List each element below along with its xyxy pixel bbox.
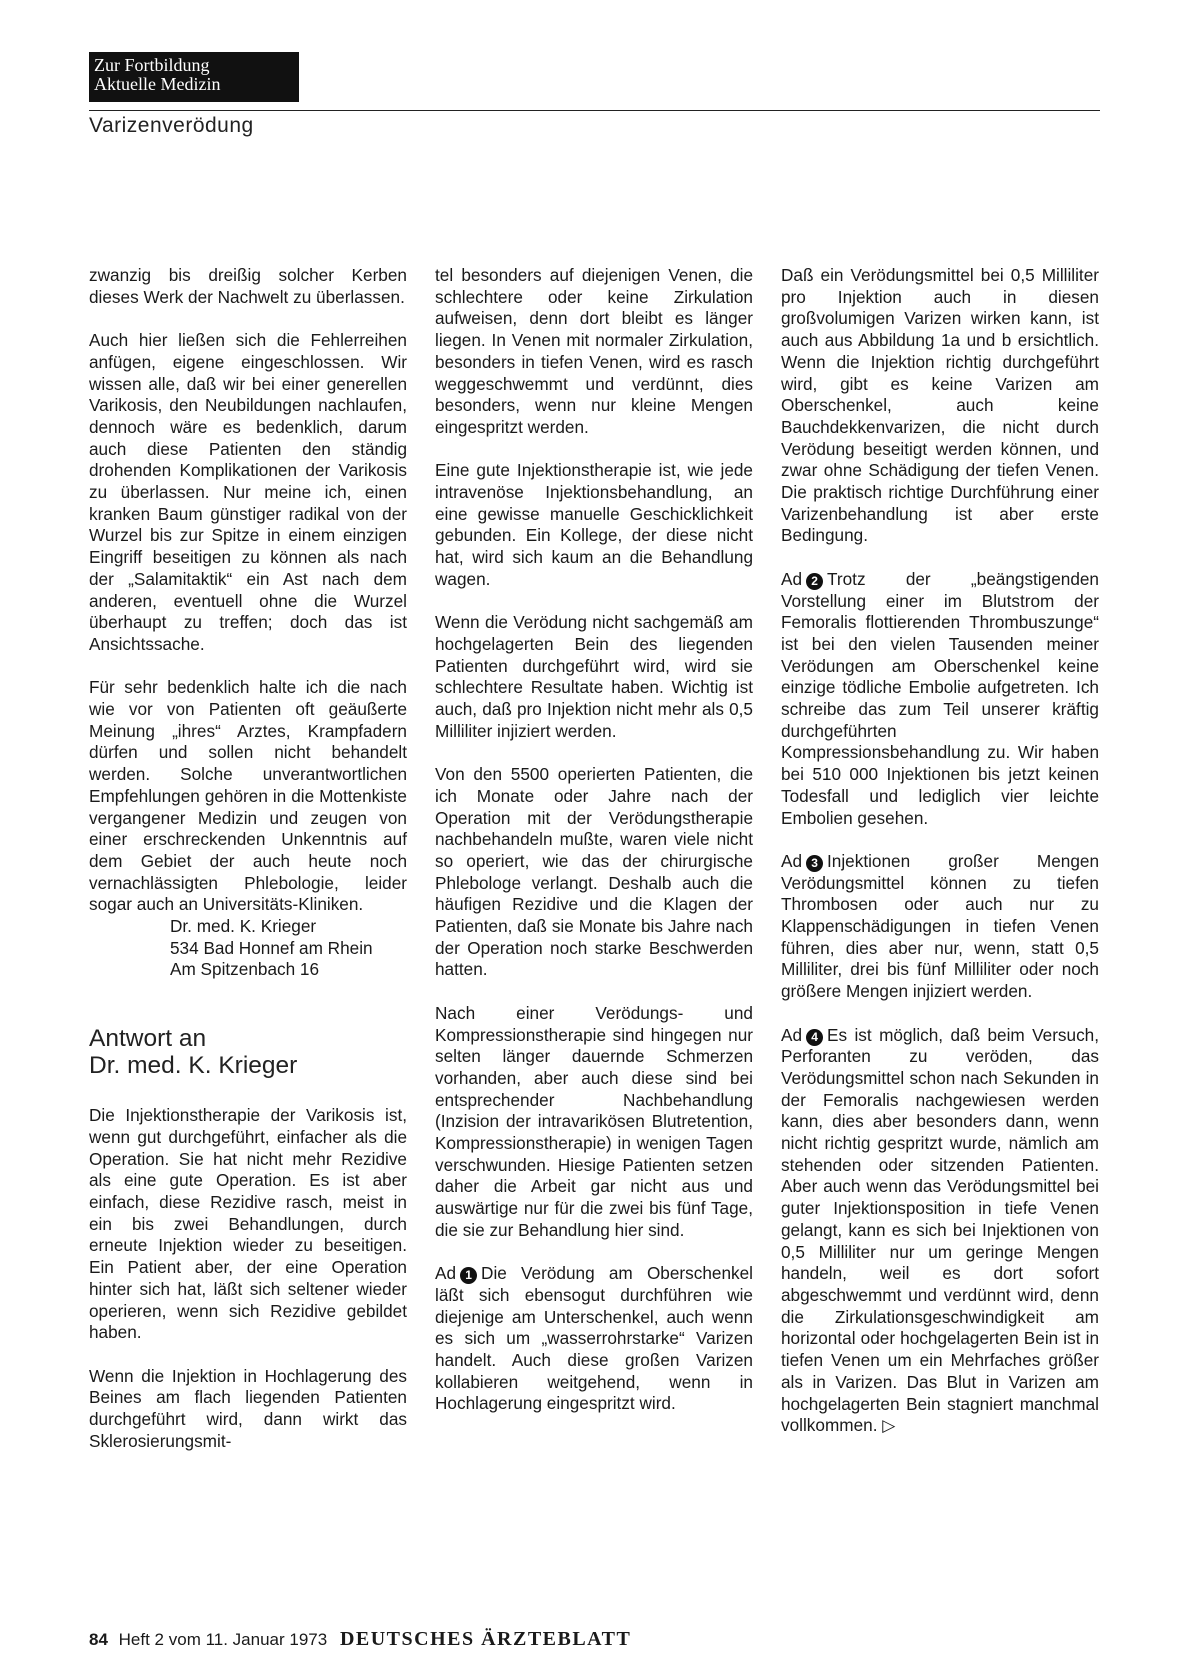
paragraph-ad-1 (435, 1263, 753, 1415)
signature-name: Dr. med. K. Krieger (170, 916, 317, 937)
paragraph: Von den 5500 operierten Patienten, die ich Monate oder Jahre nach der Operation mit der Verödungstherapie nachbehandeln mußte, waren viele nicht so operiert, wie das der chirurgische Phlebologe verlangt. Deshalb auch die häufigen Rezidive und die Klagen der Patienten, daß sie Monate bis Jahre nach der Operation noch starke Beschwerden hatten. (435, 764, 753, 980)
page-footer (89, 1628, 631, 1651)
ad-label: Ad (781, 1024, 803, 1045)
issue-info: Heft 2 vom 11. Januar 1973 (118, 1630, 328, 1649)
reply-heading-line-1: Antwort an (89, 1025, 207, 1053)
number-3-circle-icon: 3 (806, 855, 823, 872)
reply-heading (89, 1025, 407, 1079)
paragraph: Wenn die Injektion in Hochlagerung des Beines am flach liegenden Patienten durchgeführt wird, dann wirkt das Sklerosierungsmit- (89, 1365, 407, 1451)
ad-label: Ad (781, 568, 803, 589)
magazine-title: DEUTSCHES ÄRZTEBLATT (339, 1628, 632, 1650)
paragraph: Auch hier ließen sich die Fehlerreihen anfügen, eigene eingeschlossen. Wir wissen alle, daß wir bei einer generellen Varikosis, den Neubildungen nachlaufen, dennoch wäre es bedenklich, darum auch diese Patienten den ständig drohenden Komplikationen der Varikosis zu überlassen. Nur meine ich, einen kranken Baum günstiger radikal von der Wurzel bis zur Spitze in einem einzigen Eingriff beseitigen zu können als nach der „Salamitaktik“ ein Ast nach dem anderen, eventuell ohne die Wurzel überhaupt zu treffen; doch das ist Ansichtssache. (89, 330, 407, 654)
paragraph: Nach einer Verödungs- und Kompressionstherapie sind hingegen nur selten länger dauernde Schmerzen vorhanden, aber auch diese sind bei entsprechender Nachbehandlung (Inzision der intravarikösen Blutretention, Kompressionstherapie) in wenigen Tagen verschwunden. Hiesige Patienten setzen daher die Arbeit gar nicht aus und auswärtige nur für die zwei bis fünf Tage, die sie zur Behandlung hier sind. (435, 1002, 753, 1240)
number-1-circle-icon: 1 (460, 1267, 477, 1284)
continue-triangle-icon: ▷ (882, 1416, 896, 1436)
paragraph: Eine gute Injektionstherapie ist, wie jede intravenöse Injektionsbehandlung, an eine gewisse manuelle Geschicklichkeit gebunden. Ein Kollege, der diese nicht hat, wird sich kaum an die Behandlung wagen. (435, 460, 753, 589)
ad-label: Ad (781, 850, 803, 871)
badge-line-2: Aktuelle Medizin (94, 74, 221, 94)
reply-heading-line-2: Dr. med. K. Krieger (89, 1052, 298, 1080)
ad-label: Ad (435, 1263, 457, 1284)
badge-line-1: Zur Fortbildung (94, 55, 210, 75)
paragraph: Die Injektionstherapie der Varikosis ist, wenn gut durchgeführt, einfacher als die Operation. Sie hat nicht mehr Rezidive als eine gute Operation. Es ist aber einfach, diese Rezidive rasch, meist in ein bis zwei Behandlungen, durch erneute Injektion wieder zu beseitigen. Ein Patient aber, der eine Operation hinter sich hat, läßt sich seltener wieder operieren, wenn sich Rezidive gebildet haben. (89, 1105, 407, 1343)
paragraph: Für sehr bedenklich halte ich die nach wie vor von Patienten oft geäußerte Meinung „ihres“ Arztes, Krampfadern dürfen und sollen nicht behandelt werden. Solche unverantwortlichen Empfehlungen gehören in die Mottenkiste vergangener Medizin und zeugen von einer erschreckenden Unkenntnis auf dem Gebiet der auch heute noch vernachlässigten Phlebologie, leider sogar auch an Universitäts-Kliniken. (89, 677, 407, 915)
paragraph: Daß ein Verödungsmittel bei 0,5 Milliliter pro Injektion auch in diesen großvolumigen Varizen wirken kann, ist auch aus Abbildung 1a und b ersichtlich. Wenn die Injektion richtig durchgeführt wird, gibt es keine Varizen am Oberschenkel, auch keine Bauchdekkenvarizen, die nicht durch Verödung beseitigt werden können, und zwar ohne Schädigung der tiefen Venen. Die praktisch richtige Durchführung einer Varizenbehandlung ist aber erste Bedingung. (781, 265, 1099, 546)
department-badge (89, 52, 299, 102)
number-2-circle-icon: 2 (806, 573, 823, 590)
ad-text: Die Verödung am Oberschenkel läßt sich ebensogut durchführen wie diejenige am Unterschenkel, auch wenn es sich um „wasserrohrstarke“ Varizen handelt. Auch diese großen Varizen kollabieren weitgehend, wenn in Hochlagerung eingespritzt wird. (435, 1263, 753, 1414)
paragraph: tel besonders auf diejenigen Venen, die schlechtere oder keine Zirkulation aufweisen, denn dort bleibt es länger liegen. In Venen mit normaler Zirkulation, besonders in tiefen Venen, wird es rasch weggeschwemmt und verdünnt, dies besonders, wenn nur kleine Mengen eingespritzt werden. (435, 265, 753, 437)
ad-text: Es ist möglich, daß beim Versuch, Perforanten zu veröden, das Verödungsmittel schon nach Sekunden in der Femoralis nachgewiesen werden kann, dies aber besonders dann, wenn nicht richtig gespritzt wurde, nämlich am stehenden oder sitzenden Patienten. Aber auch wenn das Verödungsmittel bei guter Injektionsposition in tiefe Venen gelangt, kann es sich bei Injektionen von 0,5 Milliliter nur um geringe Mengen handeln, weil es dort sofort abgeschwemmt und verdünnt wird, denn die Zirkulationsgeschwindigkeit am horizontal oder hochgelagerten Bein ist in tiefen Venen um ein Mehrfaches größer als in Varizen. Das Blut in Varizen am hochgelagerten Bein stagniert manchmal vollkommen. (781, 1024, 1099, 1436)
column-3 (781, 265, 1099, 1459)
page-number: 84 (89, 1630, 108, 1649)
ad-text: Injektionen großer Mengen Verödungsmittel können zu tiefen Thrombosen oder auch nur zu Klappenschädigungen in tiefen Venen führen, dies aber nur, wenn, statt 0,5 Milliliter, drei bis fünf Milliliter oder noch größere Mengen injiziert werden. (781, 850, 1099, 1002)
paragraph-ad-3 (781, 851, 1099, 1003)
paragraph-ad-4 (781, 1025, 1099, 1437)
section-title: Varizenverödung (89, 114, 254, 137)
ad-text: Trotz der „beängstigenden Vorstellung einer im Blutstrom der Femoralis flottierenden Thrombuszunge“ ist bei den vielen Tausenden meiner Verödungen am Oberschenkel keine einzige tödliche Embolie aufgetreten. Ich schreibe das zum Teil unserer kräftig durchgeführten Kompressionsbehandlung zu. Wir haben bei 510 000 Injektionen bis jetzt keinen Todesfall und lediglich vier leichte Embolien gesehen. (781, 568, 1099, 828)
paragraph: zwanzig bis dreißig solcher Kerben dieses Werk der Nachwelt zu überlassen. (89, 265, 407, 307)
signature-address-street: Am Spitzenbach 16 (170, 959, 320, 980)
column-2 (435, 265, 753, 1437)
paragraph: Wenn die Verödung nicht sachgemäß am hochgelagerten Bein des liegenden Patienten durchgeführt wird, wird sie schlechtere Resultate haben. Wichtig ist auch, daß pro Injektion nicht mehr als 0,5 Milliliter injiziert werden. (435, 612, 753, 741)
signature-address-city: 534 Bad Honnef am Rhein (170, 937, 373, 958)
signature-block (89, 916, 407, 981)
number-4-circle-icon: 4 (806, 1029, 823, 1046)
header-rule (89, 110, 1100, 111)
paragraph-ad-2 (781, 569, 1099, 829)
column-1 (89, 265, 407, 1474)
